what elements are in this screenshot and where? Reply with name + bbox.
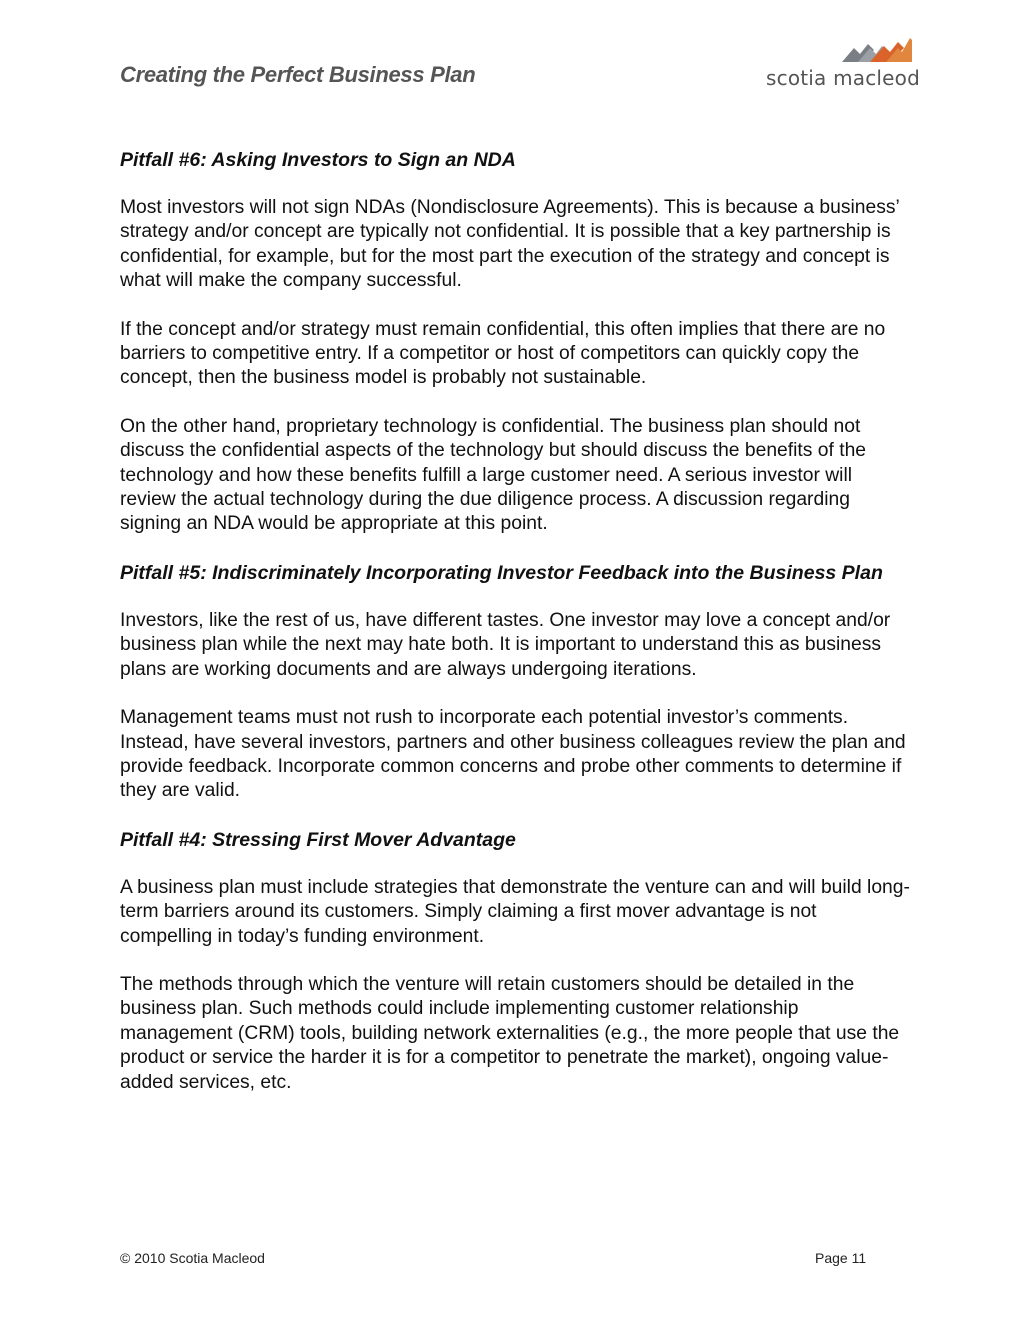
section-heading: Pitfall #4: Stressing First Mover Advantage (120, 828, 516, 851)
section-pitfall-6 (120, 148, 910, 537)
main-content (120, 148, 910, 1119)
paragraph: On the other hand, proprietary technology is confidential. The business plan should not discuss the confidential aspects of the technology but should discuss the benefits of the technology and how these benefits fulfill a large customer need. A serious investor will review the actual technology during the due diligence process. A discussion regarding signing an NDA would be appropriate at this point. (120, 415, 867, 535)
paragraph: The methods through which the venture will retain customers should be detailed in the business plan. Such methods could include implementing customer relationship management (CRM) tools, building network externalities (e.g., the more people that use the product or service the harder it is for a competitor to penetrate the market), ongoing value-added services, etc. (120, 973, 900, 1093)
document-header-title: Creating the Perfect Business Plan (120, 62, 476, 87)
paragraph: If the concept and/or strategy must remain confidential, this often implies that there are no barriers to competitive entry. If a competitor or host of competitors can quickly copy the concept, then the business model is probably not sustainable. (120, 318, 886, 389)
paragraph: A business plan must include strategies that demonstrate the venture can and will build long-term barriers around its customers. Simply claiming a first mover advantage is not compelling in today’s funding environment. (120, 876, 910, 947)
logo-wordmark: scotia macleod (766, 66, 920, 90)
section-pitfall-5 (120, 561, 910, 804)
section-heading: Pitfall #6: Asking Investors to Sign an NDA (120, 149, 516, 171)
footer-page-number: Page 11 (815, 1250, 867, 1266)
footer-copyright: © 2010 Scotia Macleod (120, 1250, 265, 1266)
section-heading: Pitfall #5: Indiscriminately Incorporating Investor Feedback into the Business Plan (120, 561, 883, 584)
paragraph: Most investors will not sign NDAs (Nondisclosure Agreements). This is because a business’ strategy and/or concept are typically not confidential. It is possible that a key partnership is confidential, for example, but for the most part the execution of the strategy and concept is what will make the company successful. (120, 197, 900, 292)
paragraph: Investors, like the rest of us, have different tastes. One investor may love a concept and/or business plan while the next may hate both. It is important to understand this as business plans are working documents and are always undergoing iterations. (120, 609, 891, 680)
section-pitfall-4 (120, 828, 910, 1095)
paragraph: Management teams must not rush to incorporate each potential investor’s comments. Instead, have several investors, partners and other business colleagues review the plan and provide feedback. Incorporate common concerns and probe other comments to determine if they are valid. (120, 707, 906, 802)
company-logo (762, 36, 920, 94)
mountain-logo-icon (840, 36, 912, 64)
